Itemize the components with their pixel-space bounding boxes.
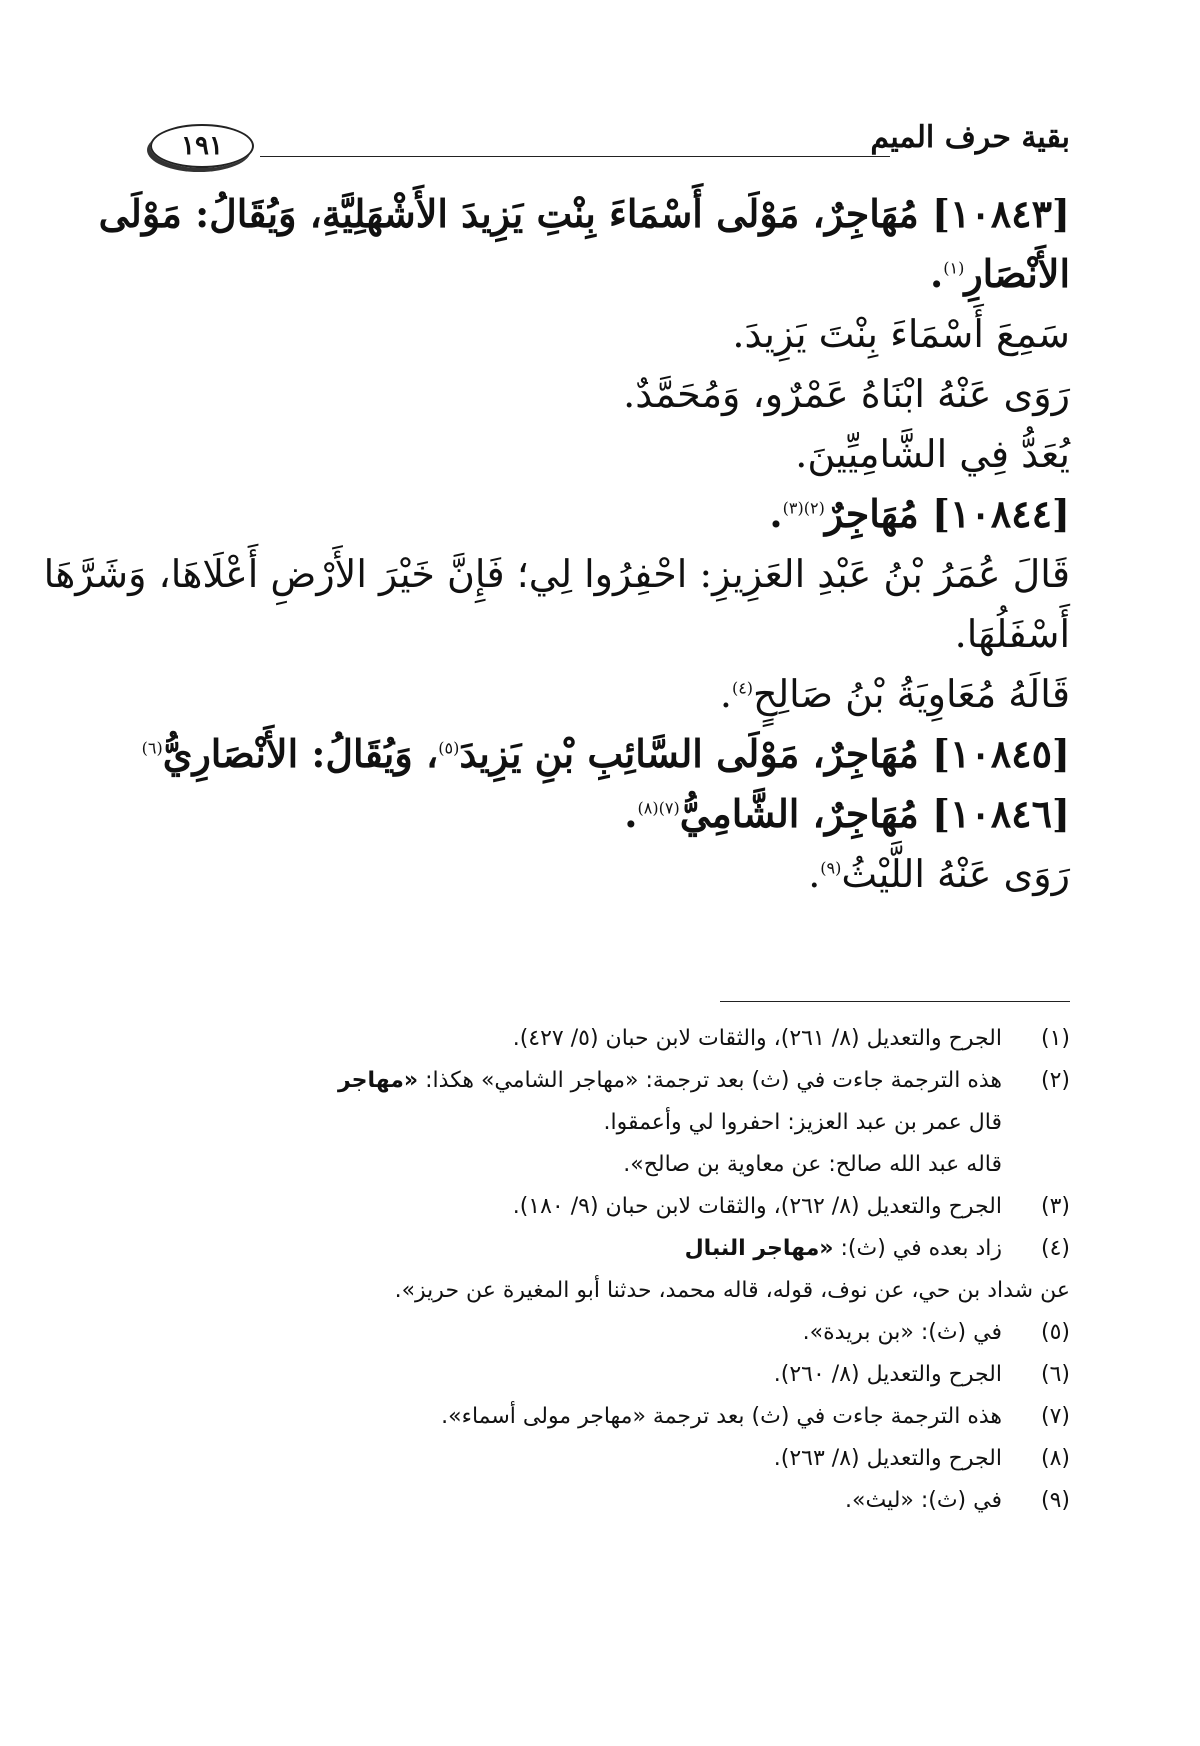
footnote-ref: (٢)(٣) [782, 498, 825, 518]
footnote-2-cont: قال عمر بن عبد العزيز: احفروا لي وأعمقوا. [603, 1110, 1002, 1135]
running-title: بقية حرف الميم [870, 120, 1070, 155]
entry-heading-text: مُهَاجِرٌ [824, 491, 919, 536]
footnote-2-cont: قاله عبد الله صالح: عن معاوية بن صالح». [623, 1152, 1002, 1177]
footnote-number: (١) [1040, 1026, 1070, 1051]
footnote-6 [270, 1354, 1070, 1396]
footnotes [270, 1018, 1070, 1522]
entry-10843-line: يُعَدُّ فِي الشَّامِيِّينَ. [795, 432, 1070, 476]
footnote-5 [270, 1312, 1070, 1354]
footnote-number: (٢) [1040, 1068, 1070, 1093]
entry-heading-text: مُهَاجِرٌ، الشَّامِيُّ [679, 791, 919, 836]
entry-line-text: رَوَى عَنْهُ اللَّيْثُ [841, 852, 1070, 896]
entry-10843-line: رَوَى عَنْهُ ابْنَاهُ عَمْرٌو، وَمُحَمَّدٌ. [623, 372, 1070, 416]
footnote-ref: (٥) [438, 738, 460, 758]
entry-line-text: قَالَهُ مُعَاوِيَةُ بْنُ صَالِحٍ [753, 672, 1070, 716]
footnote-text: الجرح والتعديل (٨/ ٢٦٢)، والثقات لابن حبان (٩/ ١٨٠). [512, 1194, 1002, 1219]
footnote-number: (٧) [1040, 1404, 1070, 1429]
footnote-text: في (ث): «بن بريدة». [802, 1320, 1002, 1345]
footnote-number: (٩) [1040, 1488, 1070, 1513]
footnote-number: (٤) [1040, 1236, 1070, 1261]
footnote-7 [270, 1396, 1070, 1438]
footnote-number: (٦) [1040, 1362, 1070, 1387]
entry-10844-heading: [١٠٨٤٤] مُهَاجِرٌ$^{(٢)(٣)}$. [769, 491, 1070, 536]
footnote-text: الجرح والتعديل (٨/ ٢٦١)، والثقات لابن حبان (٥/ ٤٢٧). [512, 1026, 1002, 1051]
footnote-2 [270, 1060, 1070, 1102]
footnote-ref: (٩) [820, 858, 842, 878]
entry-heading-text: مُهَاجِرٌ، مَوْلَى السَّائِبِ بْنِ يَزِيدَ [459, 731, 919, 776]
footnote-4 [270, 1228, 1070, 1270]
footnote-text: هذه الترجمة جاءت في (ث) بعد ترجمة: «مهاجر الشامي» هكذا: [418, 1068, 1002, 1093]
entry-number: [١٠٨٤٥] [931, 731, 1070, 776]
footnote-ref: (٧)(٨) [637, 798, 680, 818]
main-text [43, 184, 1070, 904]
page-header [150, 120, 1070, 180]
entry-10844-line: قَالَهُ مُعَاوِيَةُ بْنُ صَالِحٍ$^{(٤)}$. [719, 672, 1070, 716]
footnote-1 [270, 1018, 1070, 1060]
entry-10844-line: أَسْفَلُهَا. [954, 612, 1070, 656]
footnote-ref: (١) [943, 258, 965, 278]
footnote-bold-text: «مهاجر [337, 1068, 419, 1093]
footnote-8 [270, 1438, 1070, 1480]
entry-10845-heading [141, 724, 1070, 784]
footnote-3 [270, 1186, 1070, 1228]
entry-heading-text: مُهَاجِرٌ، مَوْلَى أَسْمَاءَ بِنْتِ يَزِيدَ الأَشْهَلِيَّةِ، وَيُقَالُ: مَوْلَى [98, 191, 919, 236]
entry-10843-heading-cont: الأَنْصَارِ$^{(١)}$. [929, 251, 1070, 296]
entry-10846-heading: [١٠٨٤٦] مُهَاجِرٌ، الشَّامِيُّ$^{(٧)(٨)}$. [624, 791, 1070, 836]
footnote-4-cont: عن شداد بن حي، عن نوف، قوله، قاله محمد، حدثنا أبو المغيرة عن حريز». [394, 1278, 1070, 1303]
footnote-number: (٨) [1040, 1446, 1070, 1471]
entry-10843-heading [98, 184, 1070, 244]
entry-heading-text: ، وَيُقَالُ: الأَنْصَارِيُّ [162, 731, 439, 776]
footnote-bold-text: «مهاجر النبال [684, 1236, 834, 1261]
entry-number: [١٠٨٤٣] [931, 191, 1070, 236]
footnote-text: هذه الترجمة جاءت في (ث) بعد ترجمة «مهاجر مولى أسماء». [441, 1404, 1002, 1429]
entry-number: [١٠٨٤٦] [931, 791, 1070, 836]
entry-heading-text: الأَنْصَارِ [964, 251, 1070, 296]
footnote-text: في (ث): «ليث». [845, 1488, 1002, 1513]
entry-10846-line: رَوَى عَنْهُ اللَّيْثُ$^{(٩)}$. [808, 852, 1070, 896]
footnote-9 [270, 1480, 1070, 1522]
header-rule [260, 156, 890, 157]
footnote-ref: (٦) [141, 738, 163, 758]
footnote-ref: (٤) [731, 678, 754, 698]
footnote-text: الجرح والتعديل (٨/ ٢٦٠). [773, 1362, 1002, 1387]
entry-10843-line: سَمِعَ أَسْمَاءَ بِنْتَ يَزِيدَ. [732, 312, 1070, 356]
page-number: ١٩١ [150, 124, 254, 168]
entry-10844-line: قَالَ عُمَرُ بْنُ عَبْدِ العَزِيزِ: احْفِرُوا لِي؛ فَإِنَّ خَيْرَ الأَرْضِ أَعْلَاهَا، وَشَرَّهَا [43, 552, 1070, 596]
footnote-separator [720, 1001, 1070, 1002]
footnote-number: (٣) [1040, 1194, 1070, 1219]
entry-number: [١٠٨٤٤] [931, 491, 1070, 536]
footnote-text: زاد بعده في (ث): [833, 1236, 1002, 1261]
footnote-text: الجرح والتعديل (٨/ ٢٦٣). [773, 1446, 1002, 1471]
footnote-number: (٥) [1040, 1320, 1070, 1345]
